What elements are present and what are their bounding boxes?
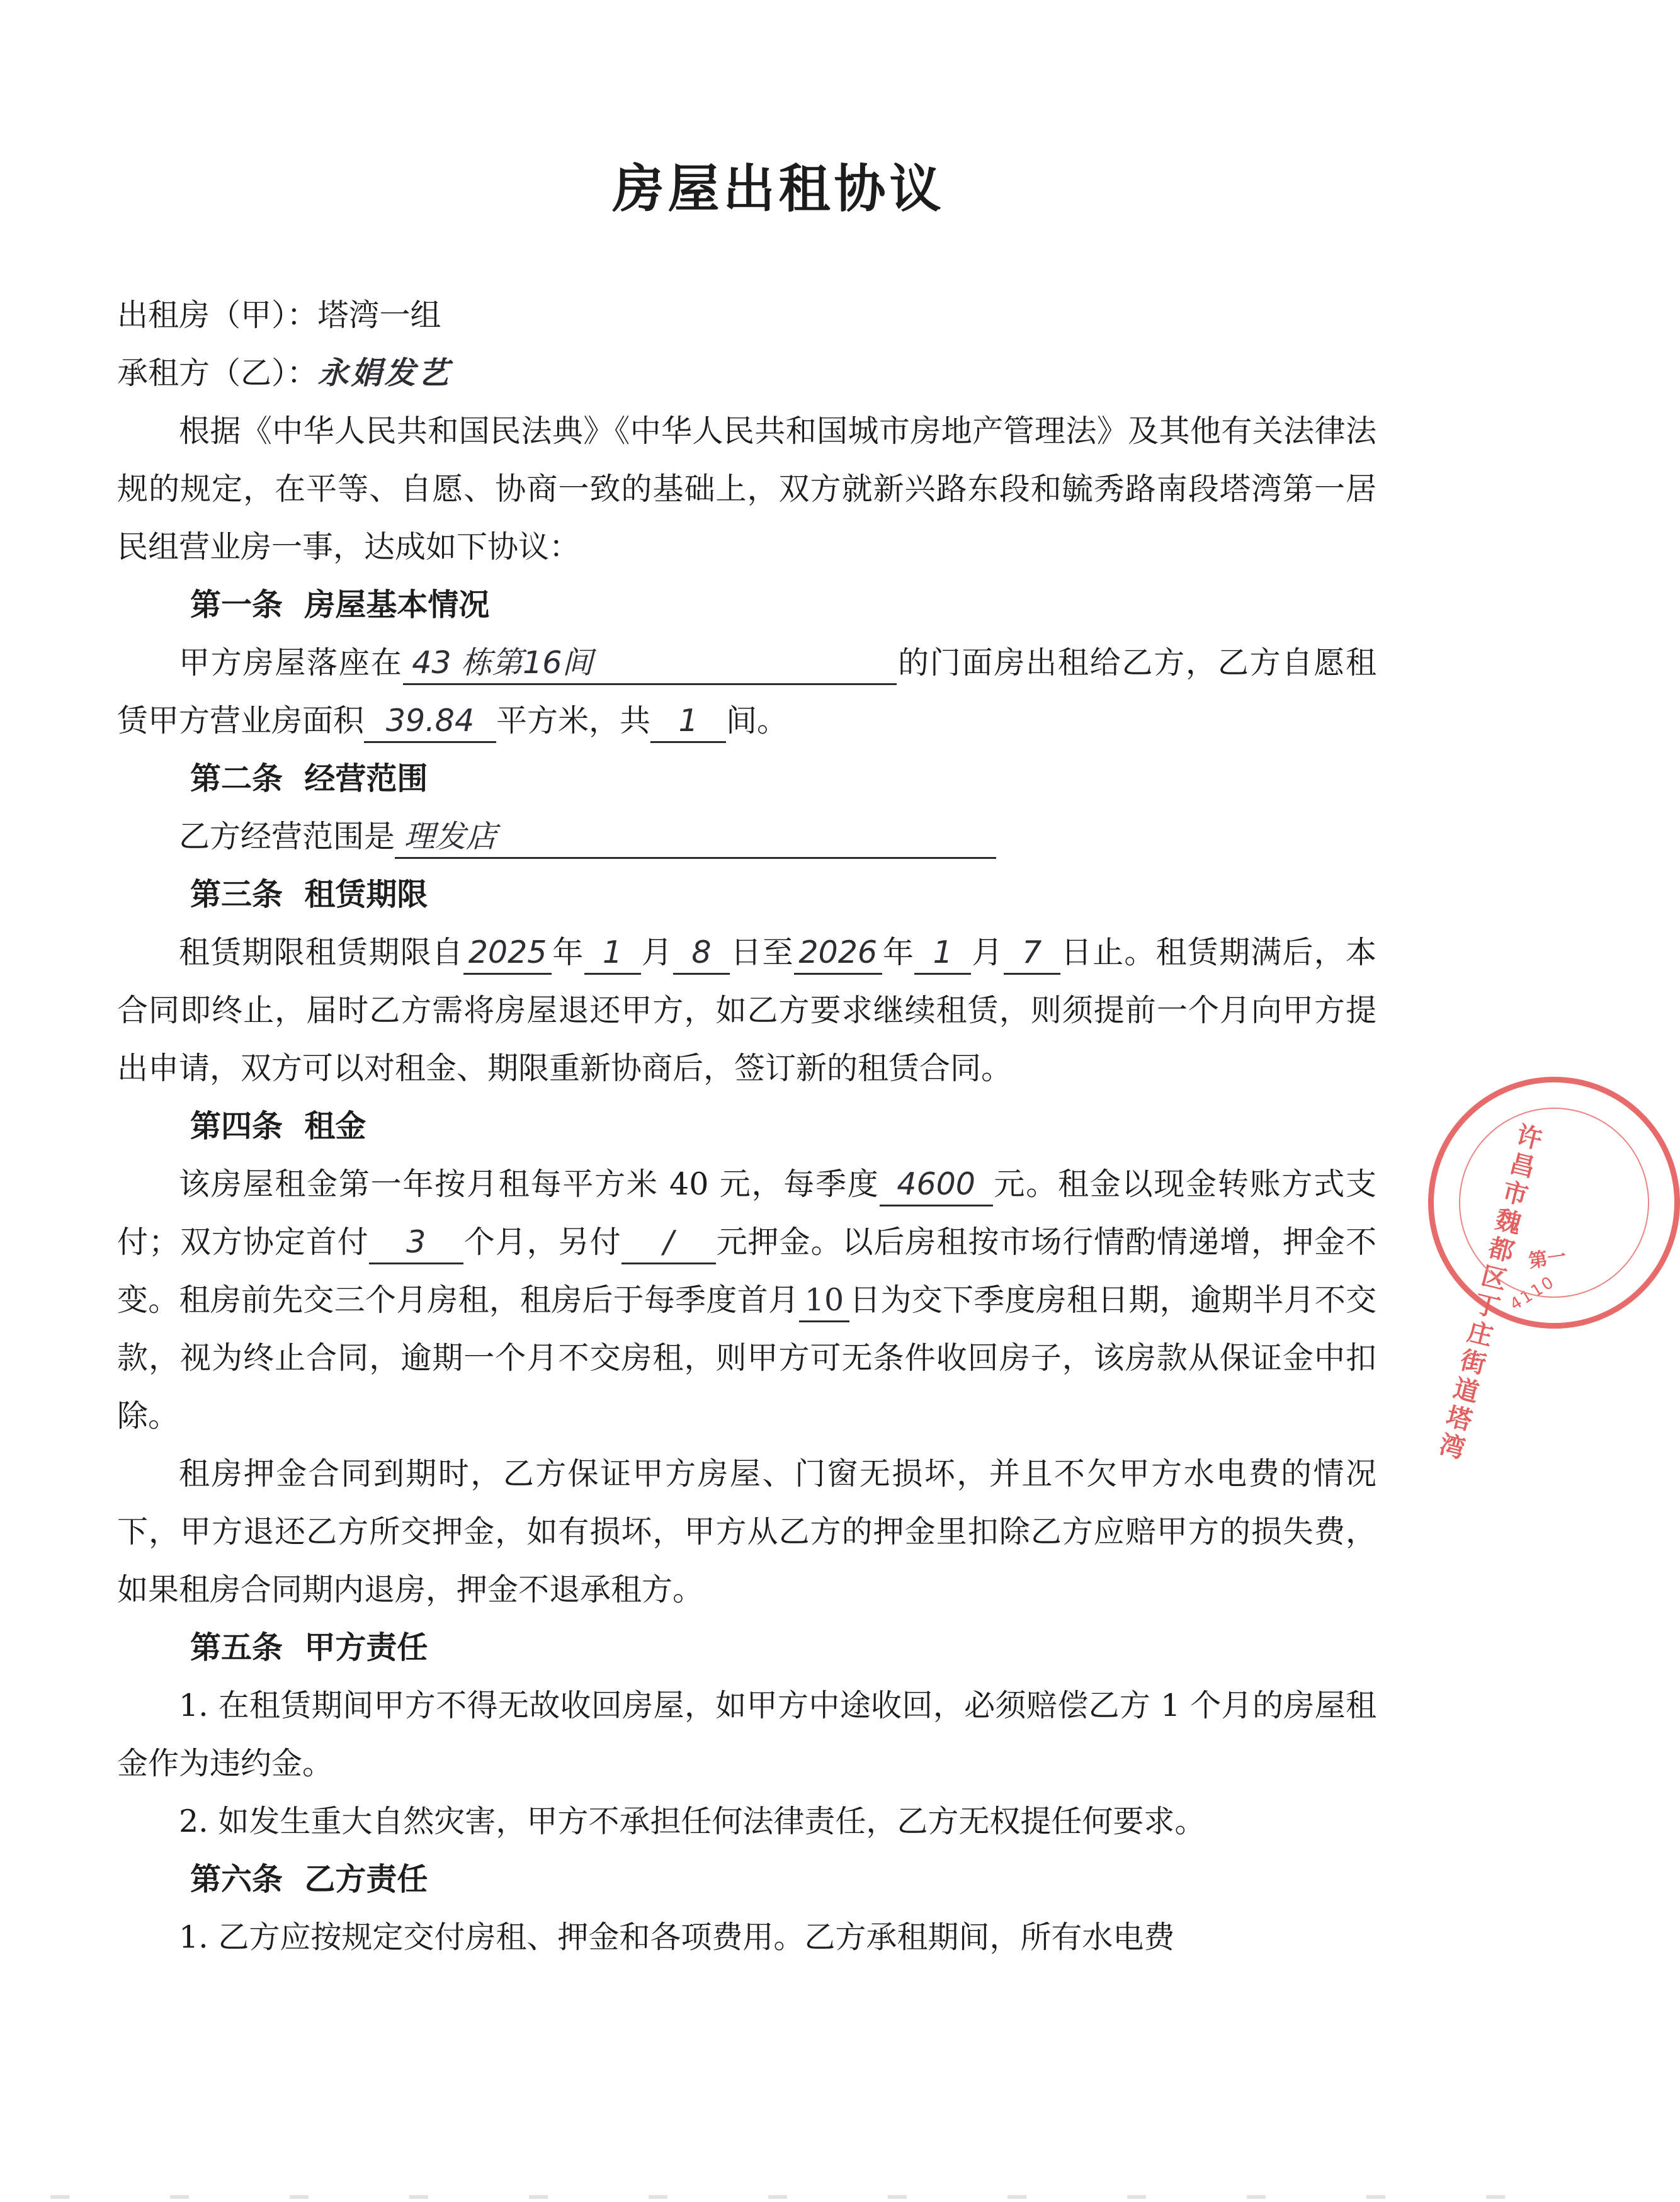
- official-seal-stamp: [1428, 1077, 1680, 1465]
- article4-text-part: 日为交下季度房租日期，逾期半月不交款，视为终止合同，逾期一个月不交房租，则甲方可无条件收回房子，该房款从保证金中扣除。: [117, 1282, 1376, 1434]
- article3-text-part: 年: [552, 934, 584, 970]
- document-title: 房屋出租协议: [612, 159, 945, 219]
- business-scope-field: 理发店: [395, 817, 996, 859]
- article3-heading: [117, 866, 1376, 924]
- end-year-field: 2026: [794, 933, 882, 975]
- article2-title: 经营范围: [304, 761, 428, 797]
- article4-heading: [117, 1098, 1376, 1155]
- area-field: 39.84: [364, 701, 496, 743]
- article3-text-part: 月: [971, 934, 1004, 970]
- article5-title: 甲方责任: [304, 1630, 428, 1666]
- seal-text: 许昌市魏都区丁庄街道塔湾: [1436, 1120, 1545, 1465]
- article1-text: [117, 634, 1376, 750]
- lessee-name-handwritten: 永娟发艺: [317, 355, 451, 391]
- article2-text: [117, 808, 1376, 866]
- seal-code: 4110: [1506, 1272, 1559, 1315]
- article5-item1: 1. 在租赁期间甲方不得无故收回房屋，如甲方中途收回，必须赔偿乙方 1 个月的房屋租金作为违约金。: [117, 1688, 1376, 1781]
- article6-title: 乙方责任: [304, 1861, 428, 1897]
- article1-number: 第一条: [190, 587, 283, 623]
- article3-text-part: 日至: [730, 934, 794, 970]
- location-field: 43 栋第16间: [403, 643, 897, 685]
- start-month-field: 1: [584, 933, 641, 975]
- article3-text-part: 月: [640, 934, 674, 970]
- preamble: 根据《中华人民共和国民法典》《中华人民共和国城市房地产管理法》及其他有关法律法规的规定，在平等、自愿、协商一致的基础上，双方就新兴路东段和毓秀路南段塔湾第一居民组营业房一事，达成如下协议：: [117, 413, 1376, 565]
- article4-number: 第四条: [190, 1108, 283, 1144]
- article3-text-part: 租赁期限租赁期限自: [179, 934, 464, 970]
- article3-number: 第三条: [190, 877, 283, 912]
- room-count-field: 1: [650, 701, 726, 743]
- lessor-name: 塔湾一组: [317, 297, 441, 333]
- article4-text-part: 该房屋租金第一年按月租每平方米 40 元，每季度: [179, 1166, 880, 1202]
- article6-number: 第六条: [190, 1861, 283, 1897]
- article4-text-part: 元。租金以现金转账方式支付；双方协定首付: [117, 1166, 1376, 1260]
- start-year-field: 2025: [463, 933, 552, 975]
- article1-title: 房屋基本情况: [304, 587, 490, 623]
- article3-title: 租赁期限: [304, 877, 428, 912]
- article1-heading: [117, 576, 1376, 634]
- article4-title: 租金: [304, 1108, 366, 1144]
- seal-middle-text: 第一: [1527, 1245, 1568, 1273]
- article1-text-part: 平方米，共: [496, 703, 651, 739]
- lessor-label: 出租房（甲）：: [117, 297, 318, 333]
- first-payment-months-field: 3: [369, 1222, 463, 1264]
- article1-text-part: 间。: [726, 703, 788, 739]
- article2-heading: [117, 750, 1376, 808]
- article5-number: 第五条: [190, 1630, 283, 1666]
- article6-heading: [117, 1851, 1376, 1909]
- lessee-line: [117, 344, 1376, 402]
- article4-text-part: 个月，另付: [463, 1224, 621, 1260]
- article3-text: [117, 924, 1376, 1098]
- article4-text-part: 元押金。以后房租按市场行情酌情递增，押金不变。租房前先交三个月房租，租房后于每季度首月: [117, 1224, 1376, 1318]
- start-day-field: 8: [673, 933, 730, 975]
- contract-body: [117, 287, 1376, 1966]
- article2-text-part: 乙方经营范围是: [179, 819, 395, 854]
- article3-text-part: 日止。租赁期满后，本合同即终止，届时乙方需将房屋退还甲方，如乙方要求继续租赁，则须提前一个月向甲方提出申请，双方可以对租金、期限重新协商后，签订新的租赁合同。: [117, 934, 1376, 1086]
- article5-item2: 2. 如发生重大自然灾害，甲方不承担任何法律责任，乙方无权提任何要求。: [179, 1803, 1206, 1839]
- end-day-field: 7: [1004, 933, 1060, 975]
- article5-heading: [117, 1619, 1376, 1677]
- article6-item1: 1. 乙方应按规定交付房租、押金和各项费用。乙方承租期间，所有水电费: [179, 1919, 1175, 1955]
- quarterly-rent-field: 4600: [880, 1164, 993, 1206]
- article1-text-part: 的门面房出租给乙方，乙方自愿租赁甲方营业房面积: [117, 645, 1376, 739]
- article2-number: 第二条: [190, 761, 283, 797]
- scan-edge-marks: [0, 2195, 1557, 2199]
- article4-deposit-paragraph: 租房押金合同到期时，乙方保证甲方房屋、门窗无损坏，并且不欠甲方水电费的情况下，甲方退还乙方所交押金，如有损坏，甲方从乙方的押金里扣除乙方应赔甲方的损失费，如果租房合同期内退房，押金不退承租方。: [117, 1456, 1376, 1608]
- lessee-label: 承租方（乙）：: [117, 355, 318, 391]
- article3-text-part: 年: [882, 934, 915, 970]
- end-month-field: 1: [914, 933, 971, 975]
- article1-text-part: 甲方房屋落座在: [179, 645, 403, 681]
- lessor-line: [117, 287, 1376, 344]
- payment-day-field: 10: [799, 1280, 849, 1322]
- deposit-field: /: [621, 1222, 716, 1264]
- article4-text: [117, 1155, 1376, 1445]
